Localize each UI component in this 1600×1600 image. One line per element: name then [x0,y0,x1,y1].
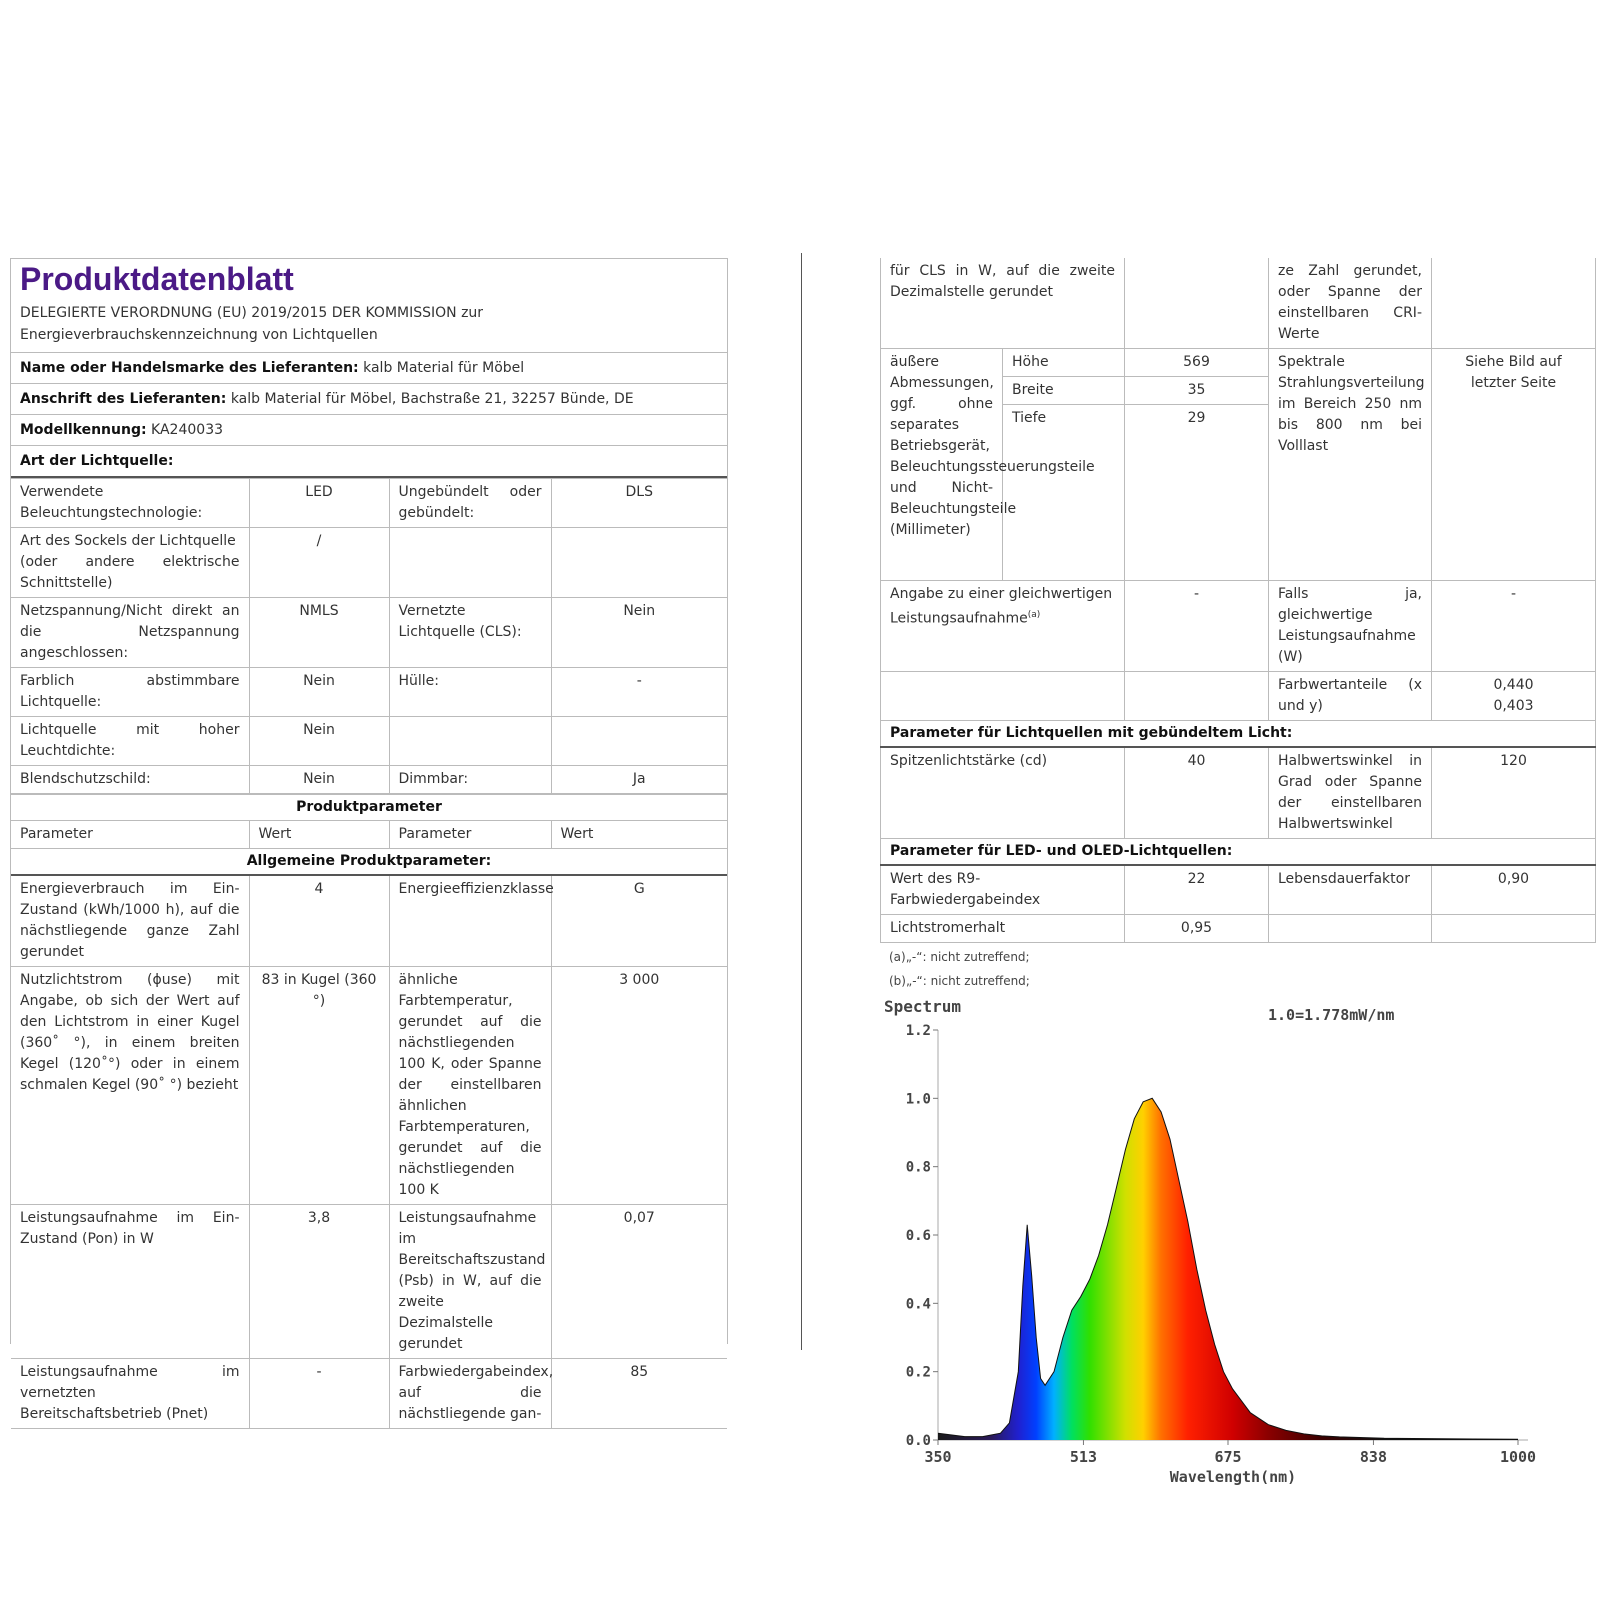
light-type-param-2: Hülle: [389,668,551,717]
product-params-heading: Produktparameter [11,795,727,821]
col-header-parameter: Parameter [11,821,249,849]
r9-label: Wert des R9-Farbwiedergabeindex [881,865,1125,915]
x-tick-label: 350 [924,1448,952,1466]
col-header-parameter-2: Parameter [389,821,551,849]
dim-height-value: 569 [1125,349,1269,377]
col-header-value: Wert [249,821,389,849]
y-tick-label: 0.6 [905,1228,931,1244]
supplier-value: kalb Material für Möbel [363,360,525,376]
general-param: Nutzlichtstrom (ɸuse) mit Angabe, ob sich der Wert auf den Lichtstrom in einer Kugel (360˚ °), in einem breiten Kegel (120˚°) oder in einem schmalen Kegel (90˚ °) bezieht [11,967,249,1205]
peak-intensity-label: Spitzenlichtstärke (cd) [881,747,1125,839]
light-type-table [11,478,727,794]
light-type-param: Farblich abstimmbare Lichtquelle: [11,668,249,717]
chroma-value: 0,440 0,403 [1432,672,1596,721]
spectral-label: Spektrale Strahlungsverteilung im Bereich 250 nm bis 800 nm bei Volllast [1269,349,1432,581]
chroma-empty-1 [881,672,1125,721]
light-type-param: Verwendete Beleuchtungstechnologie: [11,479,249,528]
light-type-value: Nein [249,766,389,794]
light-type-value-2 [551,528,727,598]
chart-title: Spectrum [884,997,962,1016]
lumen-maintenance-value: 0,95 [1125,915,1269,943]
light-type-param: Lichtquelle mit hoher Leuchtdichte: [11,717,249,766]
light-type-value: Nein [249,717,389,766]
spectrum-area [938,1030,1518,1440]
light-type-param-2 [389,528,551,598]
general-value-2: G [551,875,727,967]
general-param-row [11,1205,727,1359]
light-type-value-2 [551,717,727,766]
supplier-label: Name oder Handelsmarke des Lieferanten: [20,360,359,376]
general-value: - [249,1359,389,1429]
general-value: 4 [249,875,389,967]
light-type-row [11,766,727,794]
general-value-2: 3 000 [551,967,727,1205]
light-type-row [11,668,727,717]
cri-value-cont [1432,258,1596,349]
light-type-param-2: Ungebündelt oder gebündelt: [389,479,551,528]
r9-value: 22 [1125,865,1269,915]
y-tick-label: 0.8 [905,1159,931,1176]
y-tick-label: 1.0 [905,1091,931,1108]
light-type-value: Nein [249,668,389,717]
page-divider [801,253,802,1350]
y-tick-label: 0.2 [905,1364,931,1381]
model-row [11,415,727,446]
dimensions-label: äußere Abmessungen, ggf. ohne separates Betriebsgerät, Beleuchtungssteuerungsteile und Nicht-Beleuchtungsteile (Millimeter) [881,349,1003,581]
light-type-value-2: DLS [551,479,727,528]
light-type-value: LED [249,479,389,528]
footnote-b: (b)„-“: nicht zutreffend; [889,974,1030,988]
directional-heading: Parameter für Lichtquellen mit gebündeltem Licht: [881,721,1596,748]
general-param-2: Leistungsaufnahme im Bereitschaftszustand (Psb) in W, auf die zweite Dezimalstelle gerundet [389,1205,551,1359]
y-tick-label: 0.0 [905,1433,931,1449]
light-type-row [11,717,727,766]
general-param-2: Energieeffizienzklasse [389,875,551,967]
light-type-row [11,479,727,528]
general-param-row [11,1359,727,1429]
led-heading: Parameter für LED- und OLED-Lichtquellen: [881,839,1596,866]
light-type-param-2: Vernetzte Lichtquelle (CLS): [389,598,551,668]
supplier-row [11,353,727,384]
cls-power-label: für CLS in W, auf die zweite Dezimalstelle gerundet [881,258,1125,349]
y-tick-label: 0.4 [905,1296,931,1313]
led-empty-2 [1432,915,1596,943]
equiv-power-footnote-ref: (a) [1027,610,1041,620]
beam-angle-value: 120 [1432,747,1596,839]
chart-annotation: 1.0=1.778mW/nm [1268,1006,1395,1024]
cri-label-cont: ze Zahl gerundet, oder Spanne der einstellbaren CRI-Werte [1269,258,1432,349]
general-value: 83 in Kugel (360 °) [249,967,389,1205]
equiv-power-w-label: Falls ja, gleichwertige Leistungsaufnahme (W) [1269,581,1432,672]
light-type-param-2: Dimmbar: [389,766,551,794]
light-type-heading: Art der Lichtquelle: [20,453,174,469]
lumen-maintenance-label: Lichtstromerhalt [881,915,1125,943]
light-type-param: Art des Sockels der Lichtquelle (oder andere elektrische Schnittstelle) [11,528,249,598]
cls-power-value [1125,258,1269,349]
light-type-value: NMLS [249,598,389,668]
dim-height-label: Höhe [1003,349,1125,377]
left-page [10,258,728,1422]
dim-depth-label: Tiefe [1003,405,1125,581]
general-value-2: 0,07 [551,1205,727,1359]
y-tick-label: 1.2 [905,1023,931,1039]
led-empty-1 [1269,915,1432,943]
model-label: Modellkennung: [20,422,147,438]
x-tick-label: 838 [1359,1448,1387,1466]
light-type-row [11,598,727,668]
chroma-label: Farbwertanteile (x und y) [1269,672,1432,721]
x-tick-label: 675 [1214,1448,1242,1466]
general-param: Leistungsaufnahme im Ein-Zustand (Pon) in W [11,1205,249,1359]
footnotes [880,943,1596,995]
light-type-value: / [249,528,389,598]
equiv-power-value: - [1125,581,1269,672]
light-type-heading-row [11,446,727,478]
general-param-2: Farbwiedergabeindex, auf die nächstliegende gan- [389,1359,551,1429]
light-type-value-2: - [551,668,727,717]
address-value: kalb Material für Möbel, Bachstraße 21, 32257 Bünde, DE [230,391,634,407]
right-page [880,258,1596,995]
life-factor-label: Lebensdauerfaktor [1269,865,1432,915]
general-param: Leistungsaufnahme im vernetzten Bereitschaftsbetrieb (Pnet) [11,1359,249,1429]
col-header-value-2: Wert [551,821,727,849]
x-tick-label: 1000 [1499,1448,1537,1466]
general-value-2: 85 [551,1359,727,1429]
beam-angle-label: Halbwertswinkel in Grad oder Spanne der einstellbaren Halbwertswinkel [1269,747,1432,839]
x-tick-label: 513 [1069,1448,1097,1466]
general-value: 3,8 [249,1205,389,1359]
chroma-empty-2 [1125,672,1269,721]
dim-width-label: Breite [1003,377,1125,405]
regulation-text: DELEGIERTE VERORDNUNG (EU) 2019/2015 DER KOMMISSION zur Energieverbrauchskennzeichnung von Lichtquellen [11,302,727,353]
general-param-row [11,875,727,967]
page-title: Produktdatenblatt [20,261,294,297]
general-param-row [11,967,727,1205]
general-params-heading: Allgemeine Produktparameter: [11,849,727,876]
light-type-value-2: Nein [551,598,727,668]
general-param: Energieverbrauch im Ein-Zustand (kWh/1000 h), auf die nächstliegende ganze Zahl gerundet [11,875,249,967]
model-value: KA240033 [151,422,224,438]
equiv-power-label [881,581,1125,672]
dim-width-value: 35 [1125,377,1269,405]
light-type-value-2: Ja [551,766,727,794]
light-type-row [11,528,727,598]
light-type-param-2 [389,717,551,766]
address-label: Anschrift des Lieferanten: [20,391,227,407]
footnote-a: (a)„-“: nicht zutreffend; [889,950,1030,964]
light-type-param: Netzspannung/Nicht direkt an die Netzspannung angeschlossen: [11,598,249,668]
spectral-value: Siehe Bild auf letzter Seite [1432,349,1596,581]
continued-table [880,258,1596,943]
equiv-power-label-text: Angabe zu einer gleichwertigen Leistungsaufnahme [890,586,1113,627]
life-factor-value: 0,90 [1432,865,1596,915]
peak-intensity-value: 40 [1125,747,1269,839]
light-type-param: Blendschutzschild: [11,766,249,794]
x-axis-label: Wavelength(nm) [1169,1468,1297,1486]
product-params-table [11,794,727,1429]
general-param-2: ähnliche Farbtemperatur, gerundet auf die nächstliegenden 100 K, oder Spanne der einstellbaren ähnlichen Farbtemperaturen, gerundet auf die nächstliegenden 100 K [389,967,551,1205]
spectrum-chart [878,992,1568,1492]
equiv-power-w-value: - [1432,581,1596,672]
dim-depth-value: 29 [1125,405,1269,581]
address-row [11,384,727,415]
